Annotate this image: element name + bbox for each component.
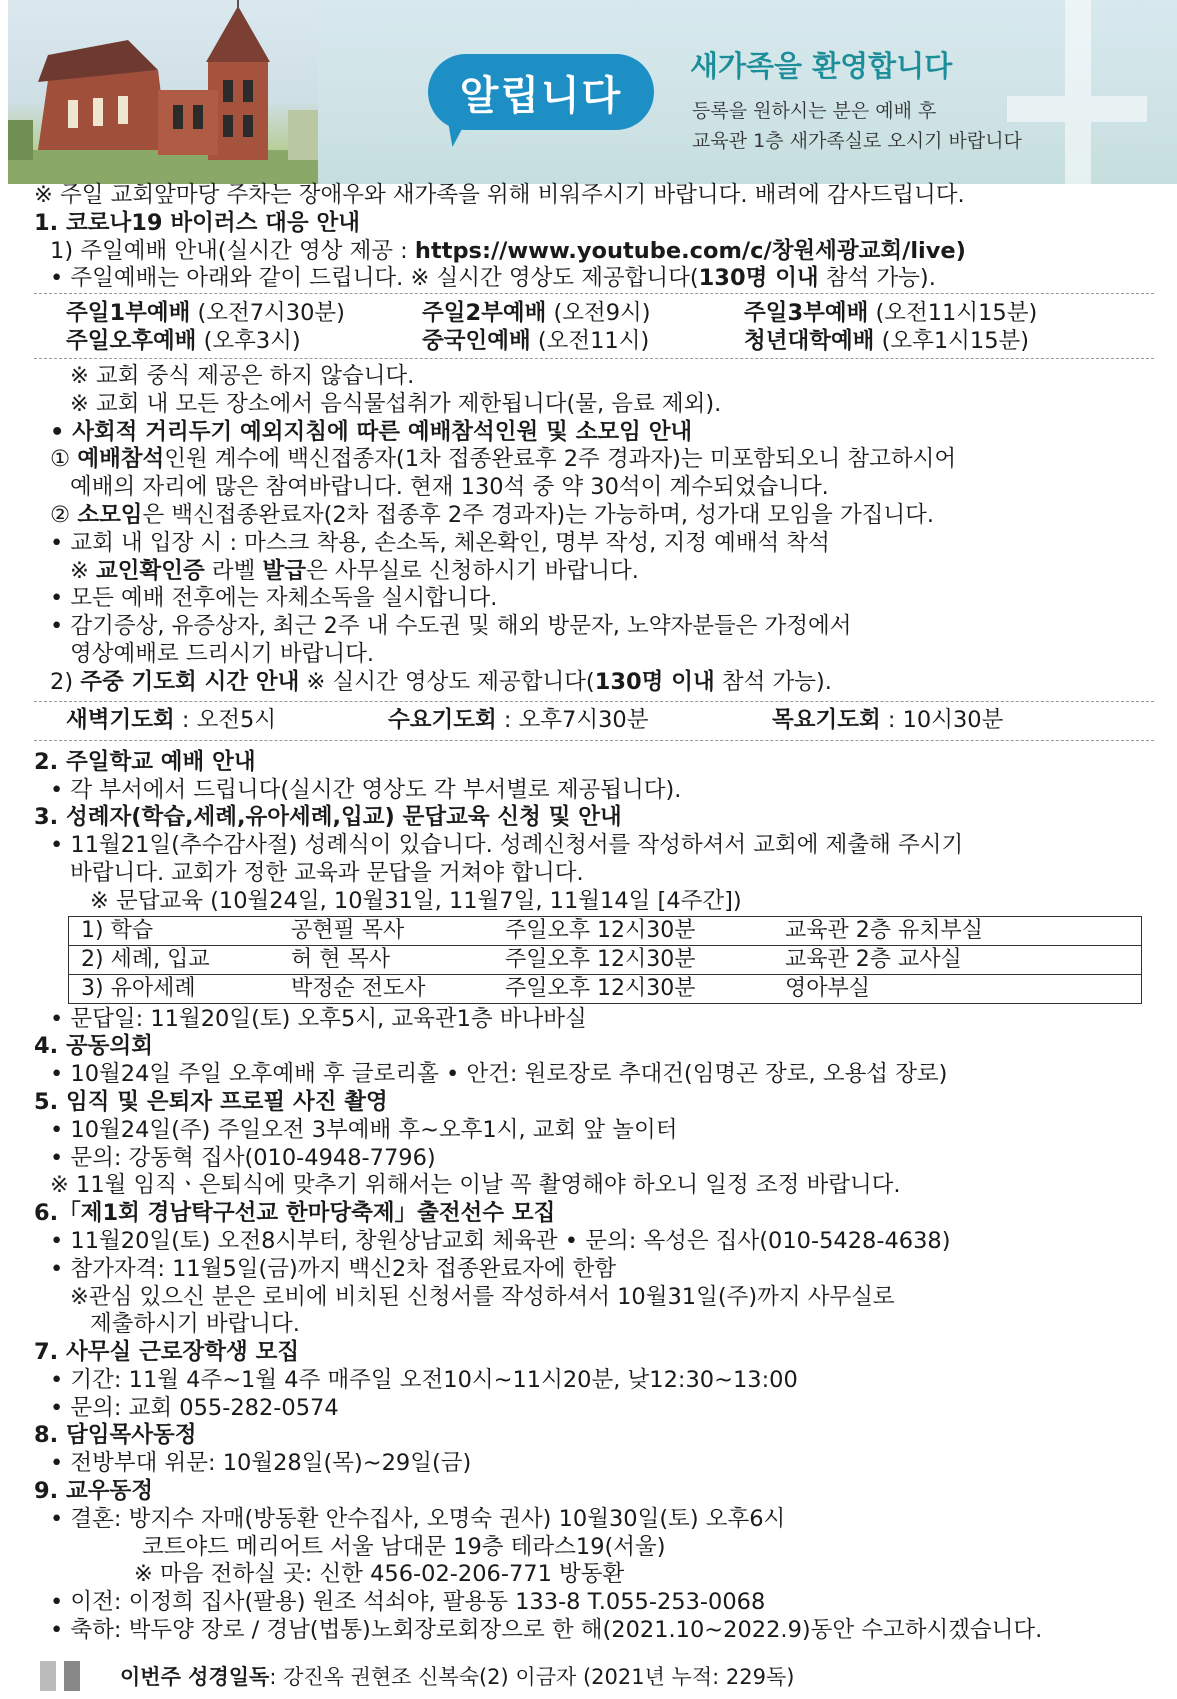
table-tennis-schedule: • 11월20일(토) 오전8시부터, 창원상남교회 체육관 • 문의: 옥성은 집사(010-5428-4638) bbox=[50, 1227, 951, 1254]
church-illustration bbox=[8, 0, 318, 184]
exam-day: • 문답일: 11월20일(토) 오후5시, 교육관1층 바나바실 bbox=[50, 1005, 587, 1032]
prayer-time: : 오전5시 bbox=[174, 706, 277, 733]
section-4-title: 4. 공동의회 bbox=[34, 1033, 153, 1060]
prayer-note-end: 참석 가능). bbox=[714, 668, 832, 695]
edu-place: 영아부실 bbox=[773, 974, 1142, 1003]
service-name: 주일1부예배 bbox=[66, 300, 191, 327]
wedding-venue: 코트야드 메리어트 서울 남대문 19층 테라스19(서울) bbox=[142, 1533, 666, 1560]
section-2-title: 2. 주일학교 예배 안내 bbox=[34, 748, 256, 775]
edu-type: 2) 세례, 입교 bbox=[69, 945, 280, 974]
wedding-info: • 결혼: 방지수 자매(방동환 안수집사, 오명숙 권사) 10월30일(토) 오후6시 bbox=[50, 1505, 786, 1532]
relocation-info: • 이전: 이정희 집사(팔용) 원조 석쇠야, 팔용동 133-8 T.055-253-0068 bbox=[50, 1589, 766, 1616]
circled-number: ② bbox=[50, 501, 78, 528]
footer-marker-icon bbox=[64, 1661, 80, 1691]
table-tennis-note: ※관심 있으신 분은 로비에 비치된 신청서를 작성하셔서 10월31일(주)까지 사무실로 bbox=[70, 1283, 895, 1310]
prayer-capacity-bold: 130명 이내 bbox=[594, 668, 715, 695]
service-time: (오전7시30분) bbox=[190, 300, 345, 327]
service-name: 중국인예배 bbox=[422, 327, 531, 354]
wedding-account: ※ 마음 전하실 곳: 신한 456-02-206-771 방동환 bbox=[134, 1561, 625, 1588]
table-tennis-eligibility: • 참가자격: 11월5일(금)까지 백신2차 접종완료자에 한함 bbox=[50, 1255, 617, 1282]
section-8-title: 8. 담임목사동정 bbox=[34, 1422, 197, 1449]
sacrament-note-1: • 11월21일(추수감사절) 성례식이 있습니다. 성례신청서를 작성하셔서 교회에 제출해 주시기 bbox=[50, 832, 964, 859]
footer-marker-icon bbox=[40, 1661, 56, 1691]
section-9-title: 9. 교우동정 bbox=[34, 1478, 153, 1505]
welcome-title: 새가족을 환영합니다 bbox=[690, 49, 953, 83]
prayer-name: 목요기도회 bbox=[772, 706, 881, 733]
education-dates: ※ 문답교육 (10월24일, 10월31일, 11월7일, 11월14일 [4주간]) bbox=[90, 887, 742, 914]
prayer-name: 수요기도회 bbox=[388, 706, 497, 733]
edu-teacher: 허 현 목사 bbox=[279, 945, 493, 974]
edu-place: 교육관 2층 교사실 bbox=[773, 945, 1142, 974]
sunday-school-note: • 각 부서에서 드립니다(실시간 영상도 각 부서별로 제공됩니다). bbox=[50, 776, 682, 803]
education-table bbox=[68, 916, 1142, 1004]
edu-time: 주일오후 12시30분 bbox=[493, 945, 773, 974]
service-time: (오전11시15분) bbox=[868, 300, 1038, 327]
sub-number: 2) bbox=[50, 668, 81, 695]
service-name: 주일3부예배 bbox=[744, 300, 869, 327]
youtube-link[interactable]: https://www.youtube.com/c/창원세광교회/live) bbox=[414, 237, 966, 264]
capacity-text-c: 참석 가능). bbox=[818, 265, 936, 292]
edu-type: 1) 학습 bbox=[69, 916, 280, 945]
section-1-title: 1. 코로나19 바이러스 대응 안내 bbox=[34, 209, 360, 236]
issue-bold: 발급 bbox=[262, 557, 306, 584]
service-schedule-row-2 bbox=[34, 328, 1154, 359]
attendance-note-1 bbox=[34, 446, 1154, 474]
section-7-title: 7. 사무실 근로장학생 모집 bbox=[34, 1339, 300, 1366]
service-time: (오전11시) bbox=[530, 327, 650, 354]
prayer-time: : 오후7시30분 bbox=[496, 706, 649, 733]
sacrament-note-2: 바랍니다. 교회가 정한 교육과 문답을 거쳐야 합니다. bbox=[70, 859, 584, 886]
prayer-schedule bbox=[34, 702, 1154, 741]
table-row bbox=[69, 974, 1142, 1003]
section-3-title: 3. 성례자(학습,세례,유아세례,입교) 문답교육 신청 및 안내 bbox=[34, 804, 622, 831]
congregation-meeting: • 10월24일 주일 오후예배 후 글로리홀 • 안건: 원로장로 추대건(임명곤 장로, 오용섭 장로) bbox=[50, 1061, 948, 1088]
circled-number: ① bbox=[50, 446, 78, 473]
attendance-bold: 예배참석 bbox=[77, 446, 165, 473]
edu-teacher: 박정순 전도사 bbox=[279, 974, 493, 1003]
small-group-note bbox=[34, 502, 1154, 530]
small-group-rest: 은 백신접종완료자(2차 접종후 2주 경과자)는 가능하며, 성가대 모임을 가집니다. bbox=[142, 501, 935, 528]
edu-type: 3) 유아세례 bbox=[69, 974, 280, 1003]
welcome-line-2: 교육관 1층 새가족실로 오시기 바랍니다 bbox=[692, 130, 1022, 152]
label-text: 라벨 bbox=[204, 557, 263, 584]
attendance-note-1b: 예배의 자리에 많은 참여바랍니다. 현재 130석 중 약 30석이 계수되었습니다. bbox=[70, 474, 829, 501]
entry-rules: • 교회 내 입장 시 : 마스크 착용, 손소독, 체온확인, 명부 작성, 지정 예배석 착석 bbox=[50, 529, 830, 556]
food-restriction-note: ※ 교회 내 모든 장소에서 음식물섭취가 제한됩니다(물, 음료 제외). bbox=[70, 390, 722, 417]
service-time: (오후3시) bbox=[196, 327, 301, 354]
service-info-line bbox=[34, 238, 1154, 266]
section-6-title: 6.「제1회 경남탁구선교 한마당축제」출전선수 모집 bbox=[34, 1200, 556, 1227]
congratulation-info: • 축하: 박두양 장로 / 경남(법통)노회장로회장으로 한 해(2021.10~2022.9)동안 수고하시겠습니다. bbox=[50, 1617, 1043, 1644]
capacity-text-bold: 130명 이내 bbox=[698, 265, 819, 292]
service-name: 주일오후예배 bbox=[66, 327, 197, 354]
prayer-info-line bbox=[34, 669, 1154, 702]
service-name: 주일2부예배 bbox=[422, 300, 547, 327]
prayer-time: : 10시30분 bbox=[880, 706, 1004, 733]
work-study-contact: • 문의: 교회 055-282-0574 bbox=[50, 1394, 339, 1421]
meal-note: ※ 교회 중식 제공은 하지 않습니다. bbox=[70, 362, 415, 389]
table-row bbox=[69, 916, 1142, 945]
notice-body bbox=[34, 182, 1154, 1645]
edu-time: 주일오후 12시30분 bbox=[493, 916, 773, 945]
table-tennis-note-2: 제출하시기 바랍니다. bbox=[90, 1311, 300, 1338]
bible-reading-text: : 강진옥 권현조 신복숙(2) 이금자 (2021년 누적: 229독) bbox=[269, 1665, 795, 1689]
member-id-bold: 교인확인증 bbox=[96, 557, 205, 584]
pastor-visit: • 전방부대 위문: 10월28일(목)~29일(금) bbox=[50, 1450, 472, 1477]
photo-note: ※ 11월 임직ㆍ은퇴식에 맞추기 위해서는 이날 꼭 촬영해야 하오니 일정 조정 바랍니다. bbox=[50, 1172, 901, 1199]
cold-symptom-note-2: 영상예배로 드리시기 바랍니다. bbox=[70, 640, 375, 667]
disinfect-note: • 모든 예배 전후에는 자체소독을 실시합니다. bbox=[50, 585, 498, 612]
prayer-title: 주중 기도회 시간 안내 bbox=[80, 668, 300, 695]
member-label-note bbox=[34, 558, 1154, 586]
service-name: 청년대학예배 bbox=[744, 327, 875, 354]
prayer-note: ※ 실시간 영상도 제공합니다( bbox=[299, 668, 595, 695]
church-building-icon bbox=[8, 0, 318, 184]
service-time: (오전9시) bbox=[546, 300, 651, 327]
service-time: (오후1시15분) bbox=[874, 327, 1030, 354]
bible-reading-footer bbox=[0, 1656, 1177, 1696]
edu-time: 주일오후 12시30분 bbox=[493, 974, 773, 1003]
capacity-text-a: • 주일예배는 아래와 같이 드립니다. ※ 실시간 영상도 제공합니다( bbox=[50, 265, 699, 292]
small-group-bold: 소모임 bbox=[77, 501, 143, 528]
label-rest: 은 사무실로 신청하시기 바랍니다. bbox=[305, 557, 639, 584]
attendance-rest: 인원 계수에 백신접종자(1차 접종완료후 2주 경과자)는 미포함되오니 참고하시어 bbox=[164, 446, 957, 473]
prayer-name: 새벽기도회 bbox=[66, 706, 175, 733]
parking-notice: ※ 주일 교회앞마당 주차는 장애우와 새가족을 위해 비워주시기 바랍니다. 배려에 감사드립니다. bbox=[34, 182, 965, 208]
section-5-title: 5. 임직 및 은퇴자 프로필 사진 촬영 bbox=[34, 1088, 388, 1115]
service-schedule-row-1 bbox=[34, 300, 1154, 328]
distancing-title: • 사회적 거리두기 예외지침에 따른 예배참석인원 및 소모임 안내 bbox=[50, 418, 693, 445]
service-capacity-line bbox=[34, 265, 1154, 294]
edu-place: 교육관 2층 유치부실 bbox=[773, 916, 1142, 945]
photo-schedule: • 10월24일(주) 주일오전 3부예배 후~오후1시, 교회 앞 놀이터 bbox=[50, 1116, 678, 1143]
cold-symptom-note: • 감기증상, 유증상자, 최근 2주 내 수도권 및 해외 방문자, 노약자분들은 가정에서 bbox=[50, 613, 852, 640]
welcome-line-1: 등록을 원하시는 분은 예배 후 bbox=[692, 100, 937, 122]
cross-decoration-icon bbox=[1007, 0, 1147, 184]
service-info-prefix: 1) 주일예배 안내(실시간 영상 제공 : bbox=[50, 237, 415, 264]
bible-reading-label: 이번주 성경일독 bbox=[120, 1664, 270, 1689]
photo-contact: • 문의: 강동혁 집사(010-4948-7796) bbox=[50, 1144, 436, 1171]
table-row bbox=[69, 945, 1142, 974]
note-mark: ※ bbox=[70, 557, 97, 584]
edu-teacher: 공현필 목사 bbox=[279, 916, 493, 945]
work-study-period: • 기간: 11월 4주~1월 4주 매주일 오전10시~11시20분, 낮12:30~13:00 bbox=[50, 1366, 798, 1393]
notice-title-bubble: 알립니다 bbox=[428, 54, 654, 130]
